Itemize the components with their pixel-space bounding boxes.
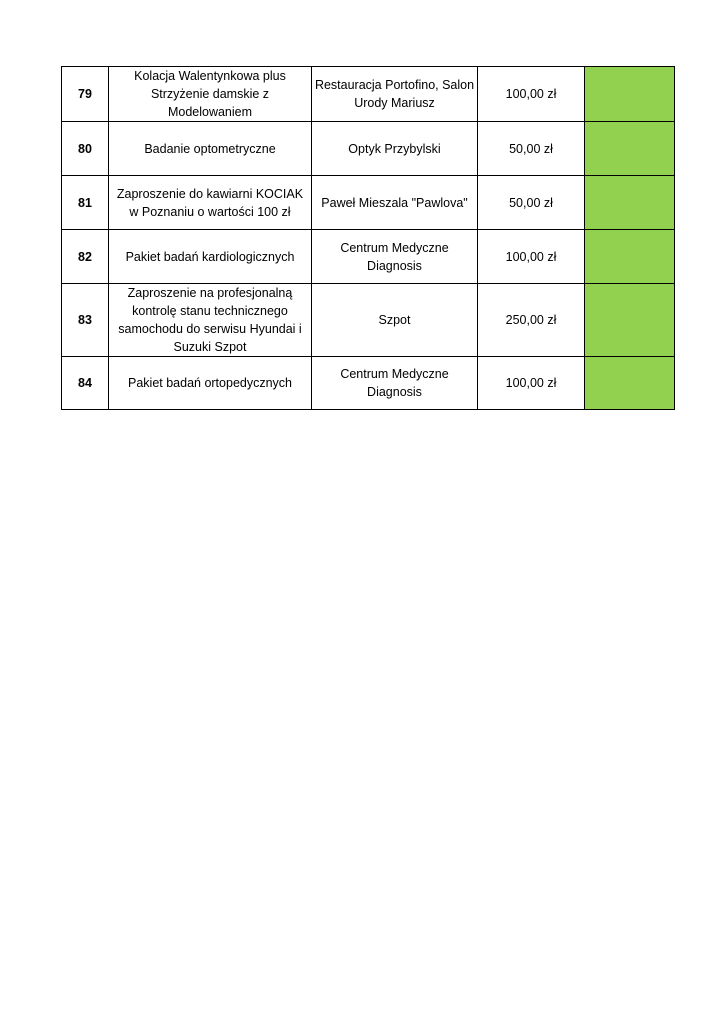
table-row [62, 67, 675, 122]
status-cell [585, 284, 675, 357]
prize-description: Pakiet badań ortopedycznych [109, 357, 312, 410]
row-number: 84 [62, 357, 109, 410]
row-number: 82 [62, 230, 109, 284]
table-row [62, 284, 675, 357]
prize-value: 50,00 zł [478, 122, 585, 176]
sponsor-name: Optyk Przybylski [312, 122, 478, 176]
row-number: 81 [62, 176, 109, 230]
table-row [62, 176, 675, 230]
status-cell [585, 67, 675, 122]
prize-description: Zaproszenie do kawiarni KOCIAK w Poznaniu o wartości 100 zł [109, 176, 312, 230]
row-number: 79 [62, 67, 109, 122]
prize-table [61, 66, 675, 410]
status-cell [585, 230, 675, 284]
table-row [62, 230, 675, 284]
row-number: 80 [62, 122, 109, 176]
table-row [62, 357, 675, 410]
sponsor-name: Centrum Medyczne Diagnosis [312, 230, 478, 284]
prize-description: Zaproszenie na profesjonalną kontrolę stanu technicznego samochodu do serwisu Hyundai i Suzuki Szpot [109, 284, 312, 357]
prize-description: Kolacja Walentynkowa plus Strzyżenie damskie z Modelowaniem [109, 67, 312, 122]
table-row [62, 122, 675, 176]
prize-value: 50,00 zł [478, 176, 585, 230]
prize-value: 100,00 zł [478, 230, 585, 284]
prize-description: Pakiet badań kardiologicznych [109, 230, 312, 284]
sponsor-name: Szpot [312, 284, 478, 357]
prize-value: 100,00 zł [478, 357, 585, 410]
sponsor-name: Restauracja Portofino, Salon Urody Mariusz [312, 67, 478, 122]
sponsor-name: Centrum Medyczne Diagnosis [312, 357, 478, 410]
sponsor-name: Paweł Mieszala "Pawlova" [312, 176, 478, 230]
prize-description: Badanie optometryczne [109, 122, 312, 176]
row-number: 83 [62, 284, 109, 357]
prize-value: 100,00 zł [478, 67, 585, 122]
status-cell [585, 176, 675, 230]
status-cell [585, 357, 675, 410]
status-cell [585, 122, 675, 176]
prize-value: 250,00 zł [478, 284, 585, 357]
